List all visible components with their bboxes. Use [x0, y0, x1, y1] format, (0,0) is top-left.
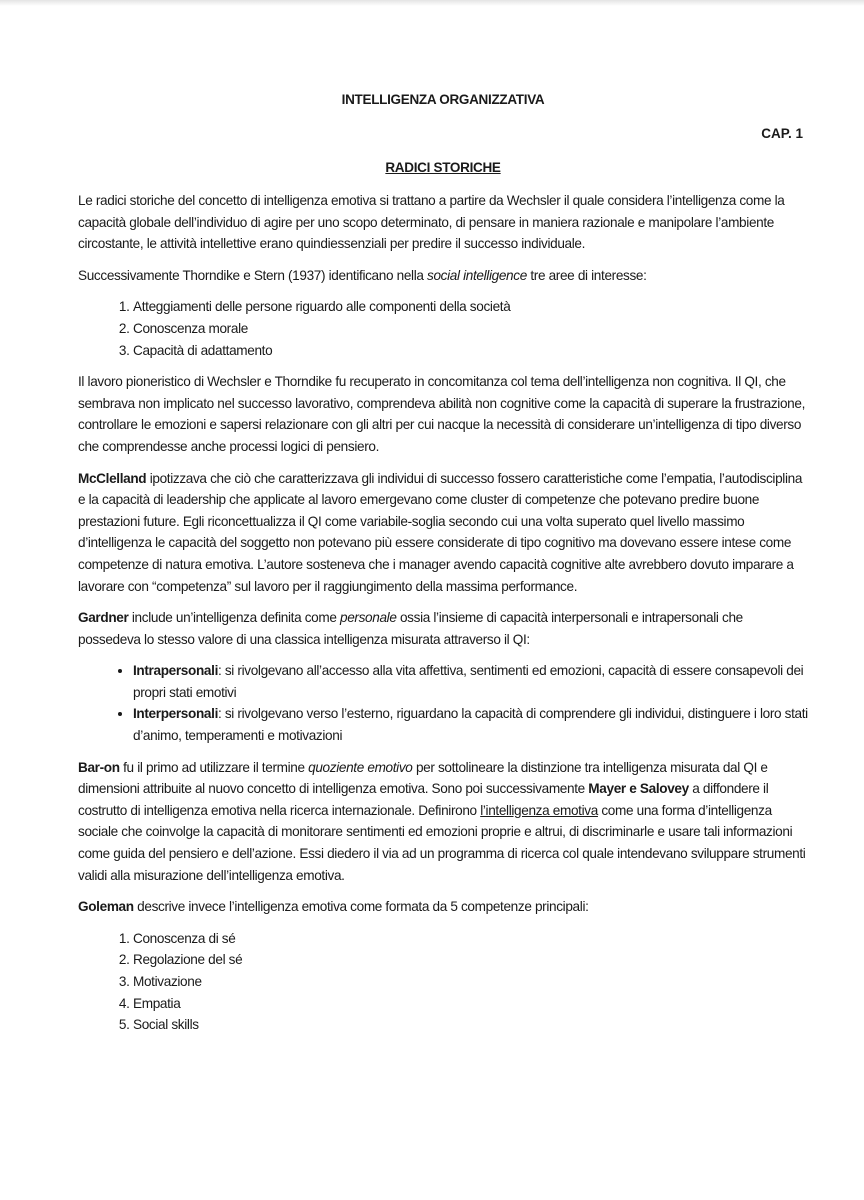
chapter-label: CAP. 1 — [761, 126, 803, 141]
list-item: 4. Empatia — [133, 993, 808, 1015]
document-title: INTELLIGENZA ORGANIZZATIVA — [341, 92, 545, 107]
text: ipotizzava che ciò che caratterizzava gli individui di successo fossero caratteristiche come l’empatia, l’autodisciplina e la capacità di leadership che applicate al lavoro emergevano come cluster di competenze che potevano predire buone prestazioni future. Egli riconcettualizza il QI come variabile-soglia secondo cui una volta superato quel livello massimo d’intelligenza le capacità del soggetto non potevano più essere considerate di tipo cognitivo ma dovevano essere intese come competenze di natura emotiva. L’autore sosteneva che i manager avendo capacità cognitive alte avrebbero dovuto imparare a lavorare con “competenza” sul lavoro per il raggiungimento della massima performance. — [78, 470, 803, 594]
list-item — [133, 660, 808, 703]
text: include un’intelligenza definita come — [128, 610, 340, 626]
bold-name: Bar-on — [78, 759, 120, 775]
text: ossia l’insieme di capacità interpersonali e intrapersonali che possedeva lo stesso valore di una classica intelligenza misurata attraverso il QI: — [78, 610, 743, 647]
list-item — [133, 703, 808, 746]
text: fu il primo ad utilizzare il termine — [119, 759, 309, 775]
paragraph-wechsler: Le radici storiche del concetto di intelligenza emotiva si trattano a partire da Wechsler il quale considera l’intelligenza come la capacità globale dell’individuo di agire per uno scopo determinato, di pensare in maniera razionale e manipolare l’ambiente circostante, le attività intellettive erano quindiessenziali per predire il successo individuale. — [78, 193, 785, 252]
paragraph-mcclelland — [78, 468, 808, 598]
text: : si rivolgevano all’accesso alla vita affettiva, sentimenti ed emozioni, capacità di essere consapevoli dei propri stati emotivi — [133, 663, 804, 700]
list-item: 1. Atteggiamenti delle persone riguardo alle componenti della società — [133, 296, 808, 318]
text: : si rivolgevano verso l’esterno, riguardano la capacità di comprendere gli individui, distinguere i loro stati d’animo, temperamenti e motivazioni — [133, 706, 808, 744]
top-edge-shadow — [0, 0, 864, 6]
list-item: 2. Regolazione del sé — [133, 949, 808, 971]
document-body — [78, 190, 808, 1046]
paragraph-thorndike — [78, 265, 808, 287]
italic-term: quoziente emotivo — [308, 759, 413, 775]
italic-term: social intelligence — [427, 267, 527, 283]
gardner-list — [78, 660, 808, 746]
text: Successivamente Thorndike e Stern (1937) identificano nella — [78, 267, 428, 283]
paragraph-bar-on — [78, 757, 808, 887]
list-item: 5. Social skills — [133, 1014, 808, 1036]
paragraph-gardner — [78, 607, 808, 650]
bold-name: Gardner — [78, 610, 129, 626]
text: per sottolineare la distinzione tra intelligenza misurata dal QI e dimensioni attribuite al nuovo concetto di intelligenza emotiva. Sono poi successivamente — [78, 759, 768, 797]
bold-name: McClelland — [78, 470, 147, 486]
section-title: RADICI STORICHE — [385, 160, 501, 175]
bold-term: Interpersonali — [133, 706, 218, 722]
bold-name: Goleman — [78, 899, 134, 915]
bold-term: Intrapersonali — [133, 663, 218, 679]
italic-term: personale — [339, 610, 397, 626]
text: tre aree di interesse: — [526, 267, 647, 283]
list-item: 3. Motivazione — [133, 971, 808, 993]
paragraph-goleman — [78, 896, 808, 918]
list-item: 3. Capacità di adattamento — [133, 340, 808, 362]
list-item: 2. Conoscenza morale — [133, 318, 808, 340]
social-intelligence-list — [78, 296, 808, 361]
goleman-list — [78, 928, 808, 1036]
paragraph-non-cognitive: Il lavoro pioneristico di Wechsler e Thorndike fu recuperato in concomitanza col tema dell’intelligenza non cognitiva. Il QI, che sembrava non implicato nel successo lavorativo, comprendeva abilità non cognitive come la capacità di superare la frustrazione, controllare le emozioni e sapersi relazionare con gli altri per cui nacque la necessità di considerare un’intelligenza di tipo diverso che comprendesse anche processi logici di pensiero. — [78, 374, 806, 454]
bold-name: Mayer e Salovey — [588, 781, 689, 797]
text: come una forma d’intelligenza sociale che coinvolge la capacità di monitorare sentimenti ed emozioni proprie e altrui, di discriminarle e usare tali informazioni come guida del pensiero e dell’azione. Essi diedero il via ad un programma di ricerca col quale intendevano sviluppare strumenti validi alla misurazione dell’intelligenza emotiva. — [78, 802, 806, 883]
list-item: 1. Conoscenza di sé — [133, 928, 808, 950]
text: a diffondere il costrutto di intelligenza emotiva nella ricerca internazionale. Definirono — [78, 781, 769, 818]
text: descrive invece l’intelligenza emotiva come formata da 5 competenze principali: — [133, 899, 589, 915]
underlined-term: l’intelligenza emotiva — [480, 802, 598, 818]
